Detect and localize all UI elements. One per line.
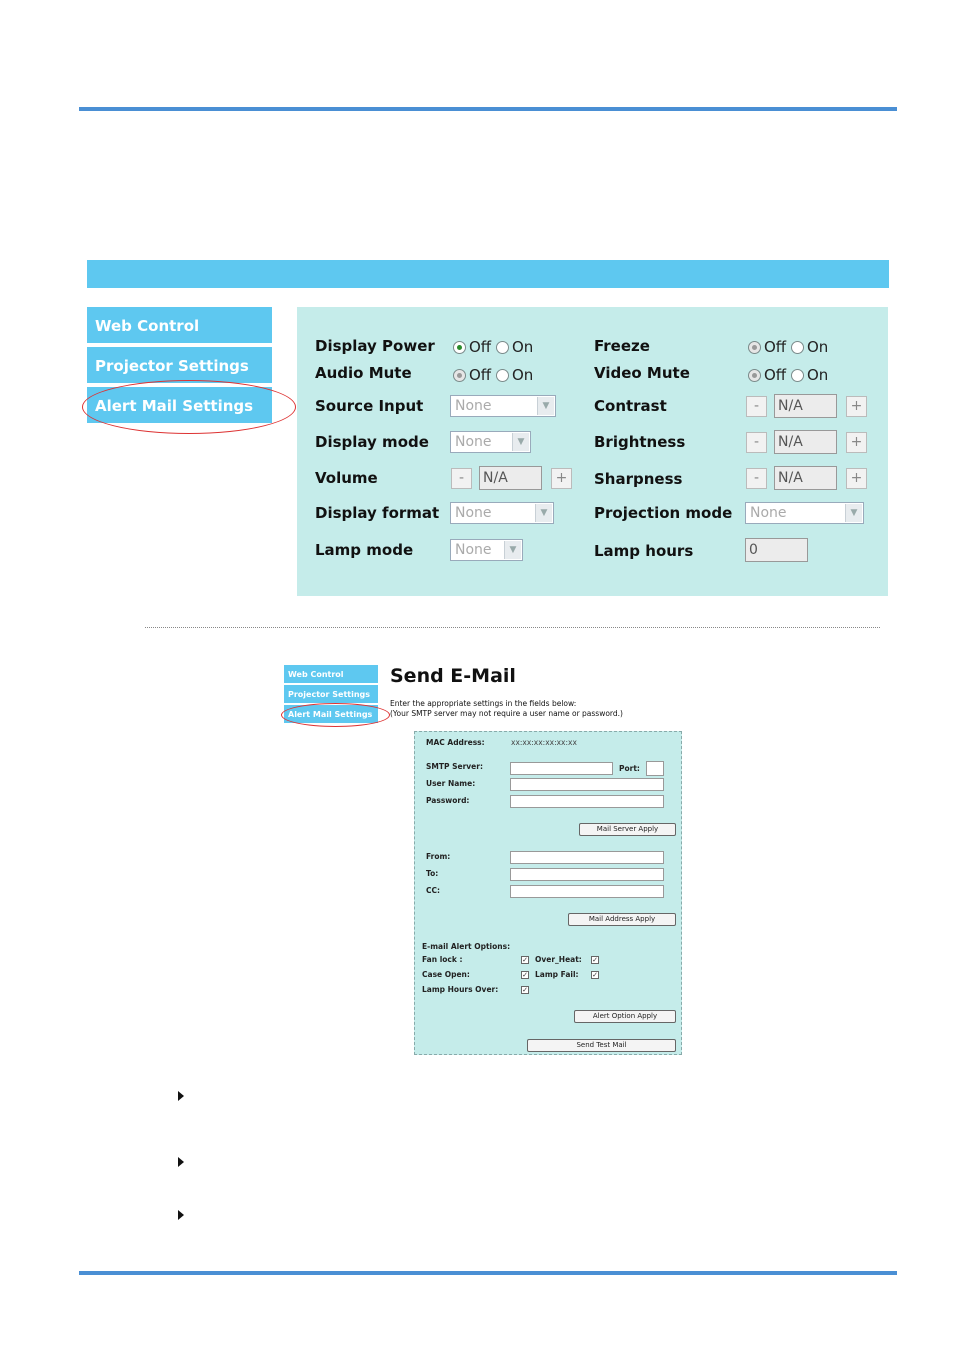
contrast-value: N/A	[774, 394, 837, 418]
port-label: Port:	[619, 764, 640, 773]
highlight-ellipse	[82, 380, 296, 434]
volume-minus-button[interactable]: -	[451, 468, 472, 489]
brightness-plus-button[interactable]: +	[846, 432, 867, 453]
lamp-hours-over-label: Lamp Hours Over:	[422, 985, 499, 994]
label-source-input: Source Input	[315, 397, 424, 415]
radio-off-label: Off	[764, 338, 787, 356]
case-open-checkbox[interactable]: ✓	[522, 971, 528, 979]
to-input[interactable]	[510, 868, 664, 881]
select-value: None	[750, 505, 787, 521]
brightness-minus-button[interactable]: -	[746, 432, 767, 453]
volume-plus-button[interactable]: +	[551, 468, 572, 489]
bullet-3	[178, 1210, 184, 1220]
bullet-1	[178, 1091, 184, 1101]
freeze-radios	[748, 338, 828, 356]
top-rule	[79, 107, 897, 111]
select-value: None	[455, 434, 492, 450]
label-freeze: Freeze	[594, 337, 650, 355]
volume-value: N/A	[479, 466, 542, 490]
label-brightness: Brightness	[594, 433, 686, 451]
mac-address-label: MAC Address:	[426, 738, 485, 747]
bottom-rule	[79, 1271, 897, 1275]
chevron-down-icon: ▼	[535, 504, 552, 522]
freeze-off-radio[interactable]	[748, 341, 761, 354]
alert-option-apply-button[interactable]: Alert Option Apply	[574, 1010, 676, 1023]
sharpness-value: N/A	[774, 466, 837, 490]
over-heat-label: Over_Heat:	[535, 955, 582, 964]
over-heat-checkbox[interactable]: ✓	[592, 956, 598, 964]
contrast-plus-button[interactable]: +	[846, 396, 867, 417]
small-nav-projector-settings[interactable]: Projector Settings	[284, 685, 378, 704]
radio-off-label: Off	[764, 366, 787, 384]
fan-lock-checkbox[interactable]: ✓	[522, 956, 528, 964]
lamp-hours-over-checkbox[interactable]: ✓	[522, 986, 528, 994]
chevron-down-icon: ▼	[845, 504, 862, 522]
display-mode-select[interactable]	[450, 431, 531, 453]
send-test-mail-button[interactable]: Send Test Mail	[527, 1039, 676, 1052]
smtp-server-input[interactable]	[510, 762, 613, 775]
video-mute-radios	[748, 366, 828, 384]
nav-web-control[interactable]: Web Control	[87, 307, 272, 345]
to-label: To:	[426, 869, 439, 878]
label-display-mode: Display mode	[315, 433, 429, 451]
password-label: Password:	[426, 796, 470, 805]
radio-on-label: On	[511, 338, 534, 356]
fan-lock-label: Fan lock :	[422, 955, 463, 964]
label-display-format: Display format	[315, 504, 440, 522]
label-projection-mode: Projection mode	[594, 504, 733, 522]
radio-on-label: On	[806, 338, 829, 356]
small-nav-web-control[interactable]: Web Control	[284, 665, 378, 684]
radio-on-label: On	[806, 366, 829, 384]
cc-label: CC:	[426, 886, 441, 895]
dotted-divider	[145, 627, 880, 628]
brightness-value: N/A	[774, 430, 837, 454]
select-value: None	[455, 542, 492, 558]
from-input[interactable]	[510, 851, 664, 864]
sharpness-plus-button[interactable]: +	[846, 468, 867, 489]
bullet-2	[178, 1157, 184, 1167]
mail-instructions: Enter the appropriate settings in the fields below:	[390, 699, 577, 708]
label-contrast: Contrast	[594, 397, 667, 415]
port-input[interactable]	[646, 761, 664, 776]
nav-alert-mail-settings[interactable]: Alert Mail Settings	[87, 387, 272, 425]
select-value: None	[455, 398, 492, 414]
chevron-down-icon: ▼	[512, 433, 529, 451]
video-mute-on-radio[interactable]	[791, 369, 804, 382]
audio-mute-off-radio[interactable]	[453, 369, 466, 382]
label-audio-mute: Audio Mute	[315, 364, 412, 382]
audio-mute-on-radio[interactable]	[496, 369, 509, 382]
mail-note: (Your SMTP server may not require a user name or password.)	[390, 709, 623, 718]
lamp-fail-checkbox[interactable]: ✓	[592, 971, 598, 979]
case-open-label: Case Open:	[422, 970, 470, 979]
projection-mode-select[interactable]	[745, 502, 864, 524]
from-label: From:	[426, 852, 451, 861]
alert-options-label: E-mail Alert Options:	[422, 942, 511, 951]
select-value: None	[455, 505, 492, 521]
lamp-mode-select[interactable]	[450, 539, 523, 561]
header-bar	[87, 260, 889, 288]
contrast-minus-button[interactable]: -	[746, 396, 767, 417]
display-power-radios	[453, 338, 533, 356]
mail-address-apply-button[interactable]: Mail Address Apply	[568, 913, 676, 926]
sharpness-minus-button[interactable]: -	[746, 468, 767, 489]
label-lamp-hours: Lamp hours	[594, 542, 694, 560]
radio-off-label: Off	[469, 338, 492, 356]
small-nav-alert-mail-settings[interactable]: Alert Mail Settings	[284, 705, 378, 724]
display-power-off-radio[interactable]	[453, 341, 466, 354]
lamp-fail-label: Lamp Fail:	[535, 970, 579, 979]
label-lamp-mode: Lamp mode	[315, 541, 414, 559]
radio-on-label: On	[511, 366, 534, 384]
freeze-on-radio[interactable]	[791, 341, 804, 354]
radio-off-label: Off	[469, 366, 492, 384]
user-name-label: User Name:	[426, 779, 476, 788]
audio-mute-radios	[453, 366, 533, 384]
cc-input[interactable]	[510, 885, 664, 898]
label-volume: Volume	[315, 469, 378, 487]
password-input[interactable]	[510, 795, 664, 808]
video-mute-off-radio[interactable]	[748, 369, 761, 382]
nav-projector-settings[interactable]: Projector Settings	[87, 347, 272, 385]
label-display-power: Display Power	[315, 337, 435, 355]
display-format-select[interactable]	[450, 502, 554, 524]
label-video-mute: Video Mute	[594, 364, 690, 382]
mac-address-value: xx:xx:xx:xx:xx:xx	[511, 738, 577, 747]
label-sharpness: Sharpness	[594, 470, 683, 488]
smtp-server-label: SMTP Server:	[426, 762, 483, 771]
mail-server-apply-button[interactable]: Mail Server Apply	[579, 823, 676, 836]
user-name-input[interactable]	[510, 778, 664, 791]
chevron-down-icon: ▼	[537, 397, 554, 415]
source-input-select[interactable]	[450, 395, 556, 417]
chevron-down-icon: ▼	[504, 541, 521, 559]
small-highlight-ellipse	[281, 703, 390, 727]
display-power-on-radio[interactable]	[496, 341, 509, 354]
mail-title: Send E-Mail	[390, 665, 516, 687]
lamp-hours-value: 0	[745, 538, 808, 562]
